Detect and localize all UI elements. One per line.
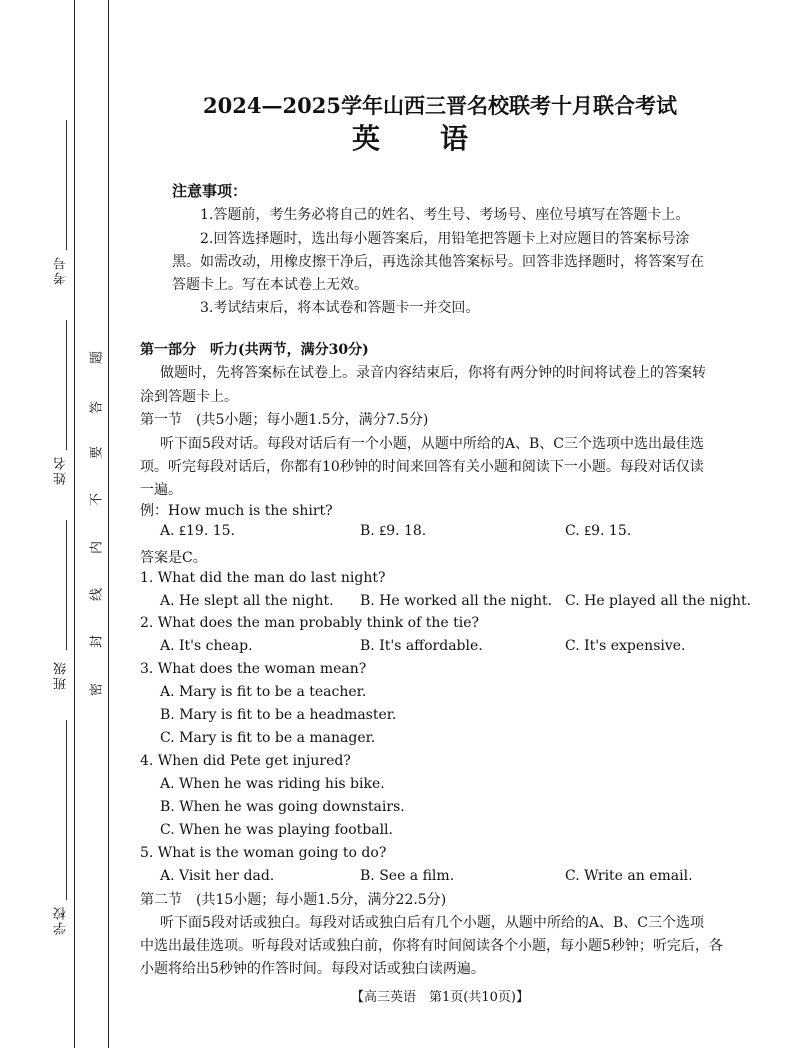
q3-option-c: C. Mary is fit to be a manager. [160,730,376,746]
question-2: 2. What does the man probably think of the tie? [140,615,480,631]
seal-char: 封 [89,635,105,649]
class-underline [66,520,67,650]
seal-char: 密 [89,683,105,697]
note-item: 1.答题前，考生务必将自己的姓名、考生号、考场号、座位号填写在答题卡上。 [200,207,690,223]
margin-line-outer [74,0,75,1048]
seal-char: 要 [89,446,105,460]
q4-option-b: B. When he was going downstairs. [160,799,405,815]
note-item: 3.考试结束后，将本试卷和答题卡一并交回。 [200,300,480,316]
q4-option-c: C. When he was playing football. [160,822,393,838]
q5-option-a: A. Visit her dad. [160,868,275,884]
section1-intro: 项。听完每段对话后，你都有10秒钟的时间来回答有关小题和阅读下一小题。每段对话仅读 [140,459,704,475]
section2-intro: 小题将给出5秒钟的作答时间。每段对话或独白读两遍。 [140,961,485,977]
seal-char: 答 [89,401,105,415]
part1-heading: 第一部分 听力(共两节，满分30分) [140,342,369,358]
seal-char: 线 [89,588,105,602]
part1-intro: 做题时，先将答案标在试卷上。录音内容结束后，你将有两分钟的时间将试卷上的答案转 [160,365,706,381]
seal-char: 题 [89,351,105,365]
question-4: 4. When did Pete get injured? [140,753,351,769]
section1-heading: 第一节 (共5小题；每小题1.5分，满分7.5分) [140,412,429,428]
exam-no-label: 考号 [54,255,69,285]
q3-option-b: B. Mary is fit to be a headmaster. [160,707,397,723]
seal-char: 不 [89,493,105,507]
q3-option-a: A. Mary is fit to be a teacher. [160,684,367,700]
note-item: 黑。如需改动，用橡皮擦干净后，再选涂其他答案标号。回答非选择题时，将答案写在 [172,254,704,270]
section1-intro: 一遍。 [140,482,182,498]
example-answer: 答案是C。 [140,550,207,566]
part1-intro: 涂到答题卡上。 [140,389,238,405]
school-underline [66,720,67,900]
section2-intro: 听下面5段对话或独白。每段对话或独白后有几个小题，从题中所给的A、B、C三个选项 [160,915,705,931]
subject-title: 英语 [351,122,528,155]
page-footer: 【高三英语 第1页(共10页)】 [351,990,529,1005]
section1-intro: 听下面5段对话。每段对话后有一个小题，从题中所给的A、B、C三个选项中选出最佳选 [160,436,705,452]
example-option-a: A. ₤19. 15. [160,523,235,539]
q2-option-b: B. It's affordable. [360,638,483,654]
example-option-b: B. ₤9. 18. [360,523,427,539]
q1-option-a: A. He slept all the night. [160,593,334,609]
name-label: 姓名 [54,455,69,485]
class-label: 班级 [54,660,69,690]
question-1: 1. What did the man do last night? [140,570,386,586]
margin-line-inner [108,0,109,1048]
question-3: 3. What does the woman mean? [140,661,367,677]
q5-option-b: B. See a film. [360,868,455,884]
notes-heading: 注意事项： [172,182,248,200]
q2-option-a: A. It's cheap. [160,638,253,654]
q5-option-c: C. Write an email. [565,868,693,884]
exam-title: 2024—2025学年山西三晋名校联考十月联合考试 [203,93,677,118]
section2-heading: 第二节 (共15小题；每小题1.5分，满分22.5分) [140,892,447,908]
note-item: 答题卡上。写在本试卷上无效。 [172,277,368,293]
q4-option-a: A. When he was riding his bike. [160,776,385,792]
note-item: 2.回答选择题时，选出每小题答案后，用铅笔把答题卡上对应题目的答案标号涂 [200,231,690,247]
q2-option-c: C. It's expensive. [565,638,686,654]
example-question: 例：How much is the shirt? [140,503,333,519]
q1-option-c: C. He played all the night. [565,593,752,609]
school-label: 学校 [54,905,69,935]
question-5: 5. What is the woman going to do? [140,845,387,861]
name-underline [66,320,67,450]
q1-option-b: B. He worked all the night. [360,593,553,609]
section2-intro: 中选出最佳选项。听每段对话或独白前，你将有时间阅读各个小题，每小题5秒钟；听完后，各 [140,938,723,954]
example-option-c: C. ₤9. 15. [565,523,632,539]
seal-char: 内 [89,541,105,555]
